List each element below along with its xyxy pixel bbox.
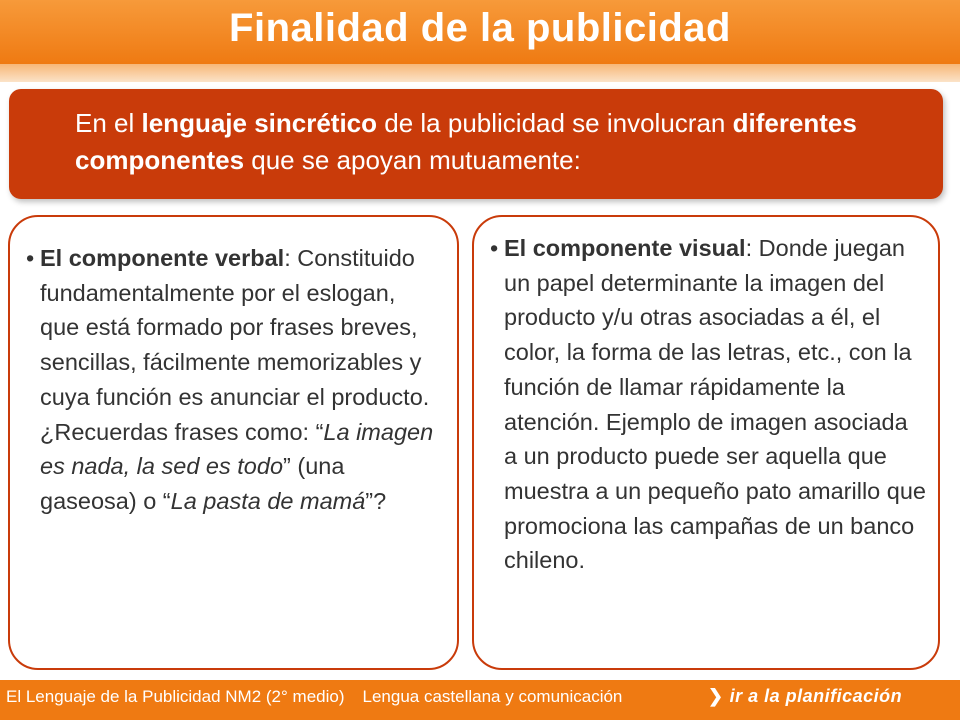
intro-box xyxy=(9,89,943,199)
visual-component-panel xyxy=(472,215,940,670)
intro-text-part: que se apoyan mutuamente: xyxy=(244,145,581,175)
colon: : xyxy=(284,245,298,271)
verbal-component-text xyxy=(26,241,440,519)
verbal-description: Constituido fundamentalmente por el eslogan, que está formado por frases breves, sencillas, fácilmente memorizables y cuya función es anunciar el producto. ¿Recuerdas frases como: “ xyxy=(40,245,430,445)
footer-bar xyxy=(0,680,960,720)
intro-keyword-components: diferentes componentes xyxy=(75,108,857,175)
verbal-description-3: ”? xyxy=(365,487,387,514)
slogan-quote-2: La pasta de mamá xyxy=(170,487,366,514)
bullet: • xyxy=(26,245,35,271)
slogan-quote-1: La imagen es nada, la sed es todo xyxy=(40,418,434,480)
bullet: • xyxy=(490,235,499,261)
planning-link-label: ir a la planificación xyxy=(729,686,903,706)
title-bar xyxy=(0,0,960,64)
visual-component-text xyxy=(490,231,926,578)
chevron-right-icon: ❯ xyxy=(708,686,724,706)
verbal-component-label: El componente verbal xyxy=(40,245,285,271)
footer-course: El Lenguaje de la Publicidad NM2 (2° medio) xyxy=(6,687,345,706)
planning-link[interactable] xyxy=(708,686,902,707)
visual-description: : Donde juegan un papel determinante la imagen del producto y/u otras asociadas a él, el color, la forma de las letras, etc., con la función de llamar rápidamente la atención. Ejemplo de imagen asociada a un producto puede ser aquella que muestra a un pequeño pato amarillo que promociona las campañas de un banco chileno. xyxy=(504,235,926,574)
verbal-component-panel xyxy=(8,215,459,670)
verbal-description-2: ” (una gaseosa) o “ xyxy=(40,453,345,514)
intro-text-part: En el xyxy=(75,108,142,138)
visual-component-label: El componente visual xyxy=(504,235,746,261)
intro-text xyxy=(75,105,915,179)
title-strip xyxy=(0,64,960,82)
footer-info xyxy=(6,687,622,707)
page-title: Finalidad de la publicidad xyxy=(229,6,731,50)
intro-text-part: de la publicidad se involucran xyxy=(377,108,733,138)
footer-subject: Lengua castellana y comunicación xyxy=(362,687,623,706)
intro-keyword-syncretic: lenguaje sincrético xyxy=(141,108,378,138)
